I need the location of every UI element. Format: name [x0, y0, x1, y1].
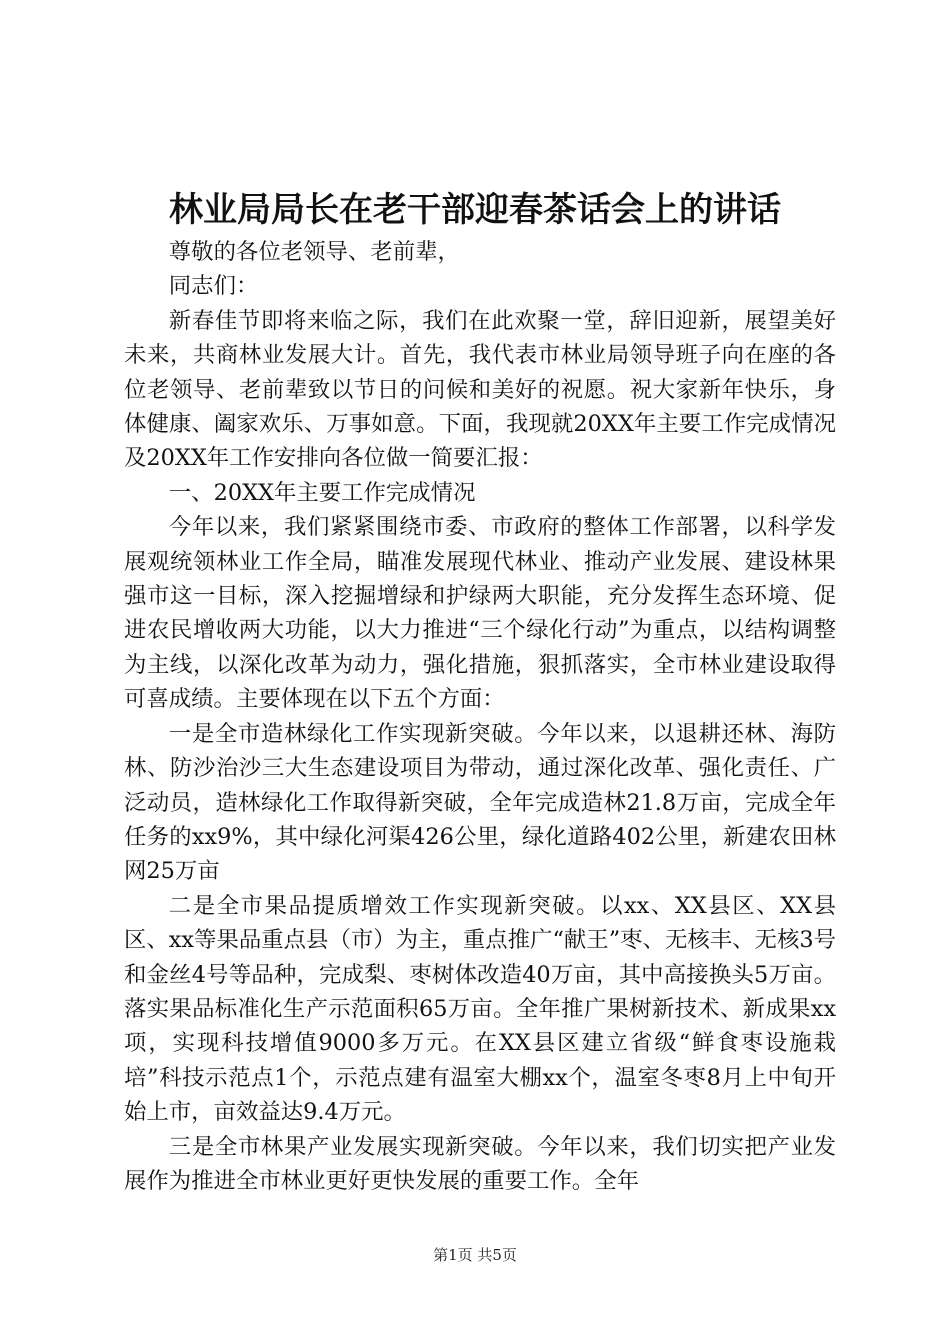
document-body: [124, 235, 836, 1198]
body-paragraph: 今年以来，我们紧紧围绕市委、市政府的整体工作部署，以科学发展观统领林业工作全局，瞄准发展现代林业、推动产业发展、建设林果强市这一目标，深入挖掘增绿和护绿两大职能，充分发挥生态环境、促进农民增收两大功能，以大力推进“三个绿化行动”为重点，以结构调整为主线，以深化改革为动力，强化措施，狠抓落实，全市林业建设取得可喜成绩。主要体现在以下五个方面：: [124, 514, 836, 713]
body-paragraph: 三是全市林果产业发展实现新突破。今年以来，我们切实把产业发展作为推进全市林业更好更快发展的重要工作。全年: [124, 1133, 836, 1194]
salutation-comrades: 同志们：: [168, 273, 259, 300]
section-heading: 一、20XX年主要工作完成情况: [168, 479, 476, 506]
body-paragraph: 新春佳节即将来临之际，我们在此欢聚一堂，辞旧迎新，展望美好未来，共商林业发展大计。首先，我代表市林业局领导班子向在座的各位老领导、老前辈致以节日的问候和美好的祝愿。祝大家新年快乐，身体健康、阖家欢乐、万事如意。下面，我现就20XX年主要工作完成情况及20XX年工作安排向各位做一简要汇报：: [124, 307, 836, 472]
page-number-footer: 第1页 共5页: [433, 1246, 517, 1264]
body-paragraph: 二是全市果品提质增效工作实现新突破。以xx、XX县区、XX县区、xx等果品重点县（市）为主，重点推广“献王”枣、无核丰、无核3号和金丝4号等品种，完成梨、枣树体改造40万亩，其中高接换头5万亩。落实果品标准化生产示范面积65万亩。全年推广果树新技术、新成果xx项，实现科技增值9000多万元。在XX县区建立省级“鲜食枣设施栽培”科技示范点1个，示范点建有温室大棚xx个，温室冬枣8月上中旬开始上市，亩效益达9.4万元。: [124, 892, 836, 1126]
body-paragraph: 一是全市造林绿化工作实现新突破。今年以来，以退耕还林、海防林、防沙治沙三大生态建设项目为带动，通过深化改革、强化责任、广泛动员，造林绿化工作取得新突破，全年完成造林21.8万亩，完成全年任务的xx9%，其中绿化河渠426公里，绿化道路402公里，新建农田林网25万亩: [124, 720, 836, 885]
salutation-elders: 尊敬的各位老领导、老前辈，: [168, 239, 460, 265]
document-title: 林业局局长在老干部迎春茶话会上的讲话: [169, 190, 781, 230]
